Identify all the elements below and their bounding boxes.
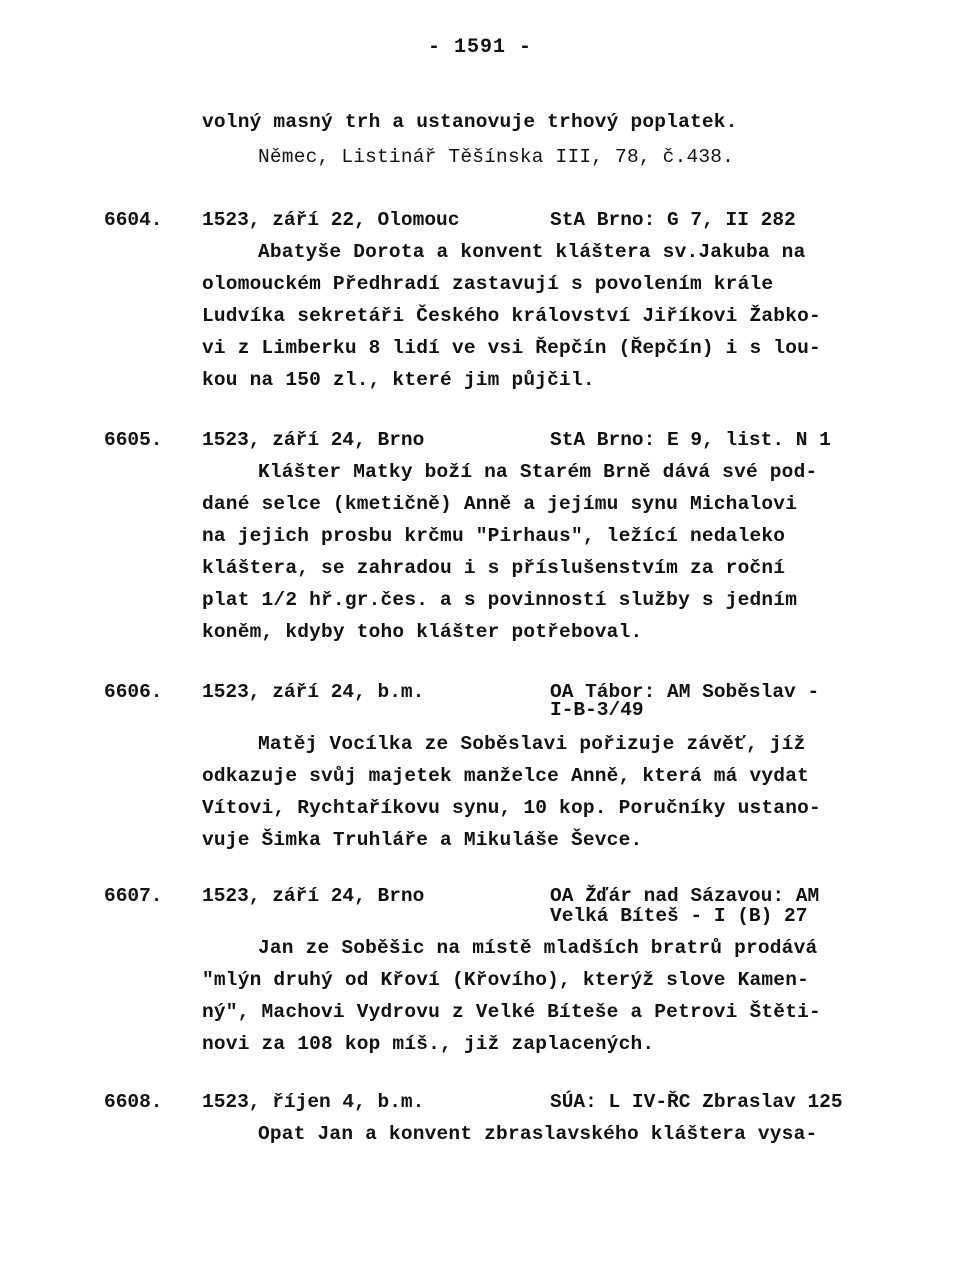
entry-6605-text-4: kláštera, se zahradou i s příslušenstvím za roční [202, 557, 786, 579]
entry-6607-number: 6607. [104, 885, 163, 907]
entry-6604-text-1: Abatyše Dorota a konvent kláštera sv.Jakuba na [258, 241, 806, 263]
entry-6605-number: 6605. [104, 429, 163, 451]
entry-6605-text-1: Klášter Matky boží na Starém Brně dává své pod- [258, 461, 818, 483]
entry-6606-text-4: vuje Šimka Truhláře a Mikuláše Ševce. [202, 829, 643, 851]
entry-6605-text-2: dané selce (kmetičně) Anně a jejímu synu Michalovi [202, 493, 798, 515]
entry-6608-number: 6608. [104, 1091, 163, 1113]
page-number: - 1591 - [427, 36, 532, 59]
entry-6607-text-4: novi za 108 kop míš., již zaplacených. [202, 1033, 655, 1055]
intro-line-1: volný masný trh a ustanovuje trhový poplatek. [202, 111, 738, 133]
entry-6608-date: 1523, říjen 4, b.m. [202, 1091, 425, 1113]
entry-6607-date: 1523, září 24, Brno [202, 885, 425, 907]
entry-6604-text-4: vi z Limberku 8 lidí ve vsi Řepčín (Řepčín) i s lou- [202, 337, 821, 359]
entry-6604-text-3: Ludvíka sekretáři Českého království Jiříkovi Žabko- [202, 305, 821, 327]
entry-6606-date: 1523, září 24, b.m. [202, 681, 425, 703]
entry-6605-text-3: na jejich prosbu krčmu "Pirhaus", ležící nedaleko [202, 525, 786, 547]
entry-6605-source: StA Brno: E 9, list. N 1 [550, 429, 831, 451]
entry-6604-source: StA Brno: G 7, II 282 [550, 209, 796, 231]
entry-6606-text-1: Matěj Vocílka ze Soběslavi pořizuje závěť, jíž [258, 733, 806, 755]
entry-6604-text-2: olomouckém Předhradí zastavují s povolením krále [202, 273, 774, 295]
entry-6606-source-1: OA Tábor: AM Soběslav - [550, 681, 820, 703]
entry-6605-text-6: koněm, kdyby toho klášter potřeboval. [202, 621, 643, 643]
entry-6607-text-2: "mlýn druhý od Křoví (Křovího), kterýž slove Kamen- [202, 969, 809, 991]
entry-6605-text-5: plat 1/2 hř.gr.čes. a s povinností služby s jedním [202, 589, 798, 611]
entry-6604-text-5: kou na 150 zl., které jim půjčil. [202, 369, 595, 391]
entry-6606-text-3: Vítovi, Rychtaříkovu synu, 10 kop. Poručníky ustano- [202, 797, 821, 819]
entry-6607-source-2: Velká Bíteš - I (B) 27 [550, 905, 808, 927]
entry-6608-source: SÚA: L IV-ŘC Zbraslav 125 [550, 1091, 843, 1113]
entry-6607-text-3: ný", Machovi Vydrovu z Velké Bíteše a Petrovi Štěti- [202, 1001, 821, 1023]
entry-6607-source-1: OA Žďár nad Sázavou: AM [550, 885, 820, 907]
entry-6604-date: 1523, září 22, Olomouc [202, 209, 460, 231]
entry-6606-source-2: I-B-3/49 [550, 699, 644, 721]
entry-6606-text-2: odkazuje svůj majetek manželce Anně, která má vydat [202, 765, 809, 787]
entry-6607-text-1: Jan ze Soběšic na místě mladších bratrů prodává [258, 937, 818, 959]
entry-6604-number: 6604. [104, 209, 163, 231]
entry-6605-date: 1523, září 24, Brno [202, 429, 425, 451]
entry-6608-text-1: Opat Jan a konvent zbraslavského kláštera vysa- [258, 1123, 818, 1145]
entry-6606-number: 6606. [104, 681, 163, 703]
intro-citation: Němec, Listinář Těšínska III, 78, č.438. [258, 146, 735, 168]
